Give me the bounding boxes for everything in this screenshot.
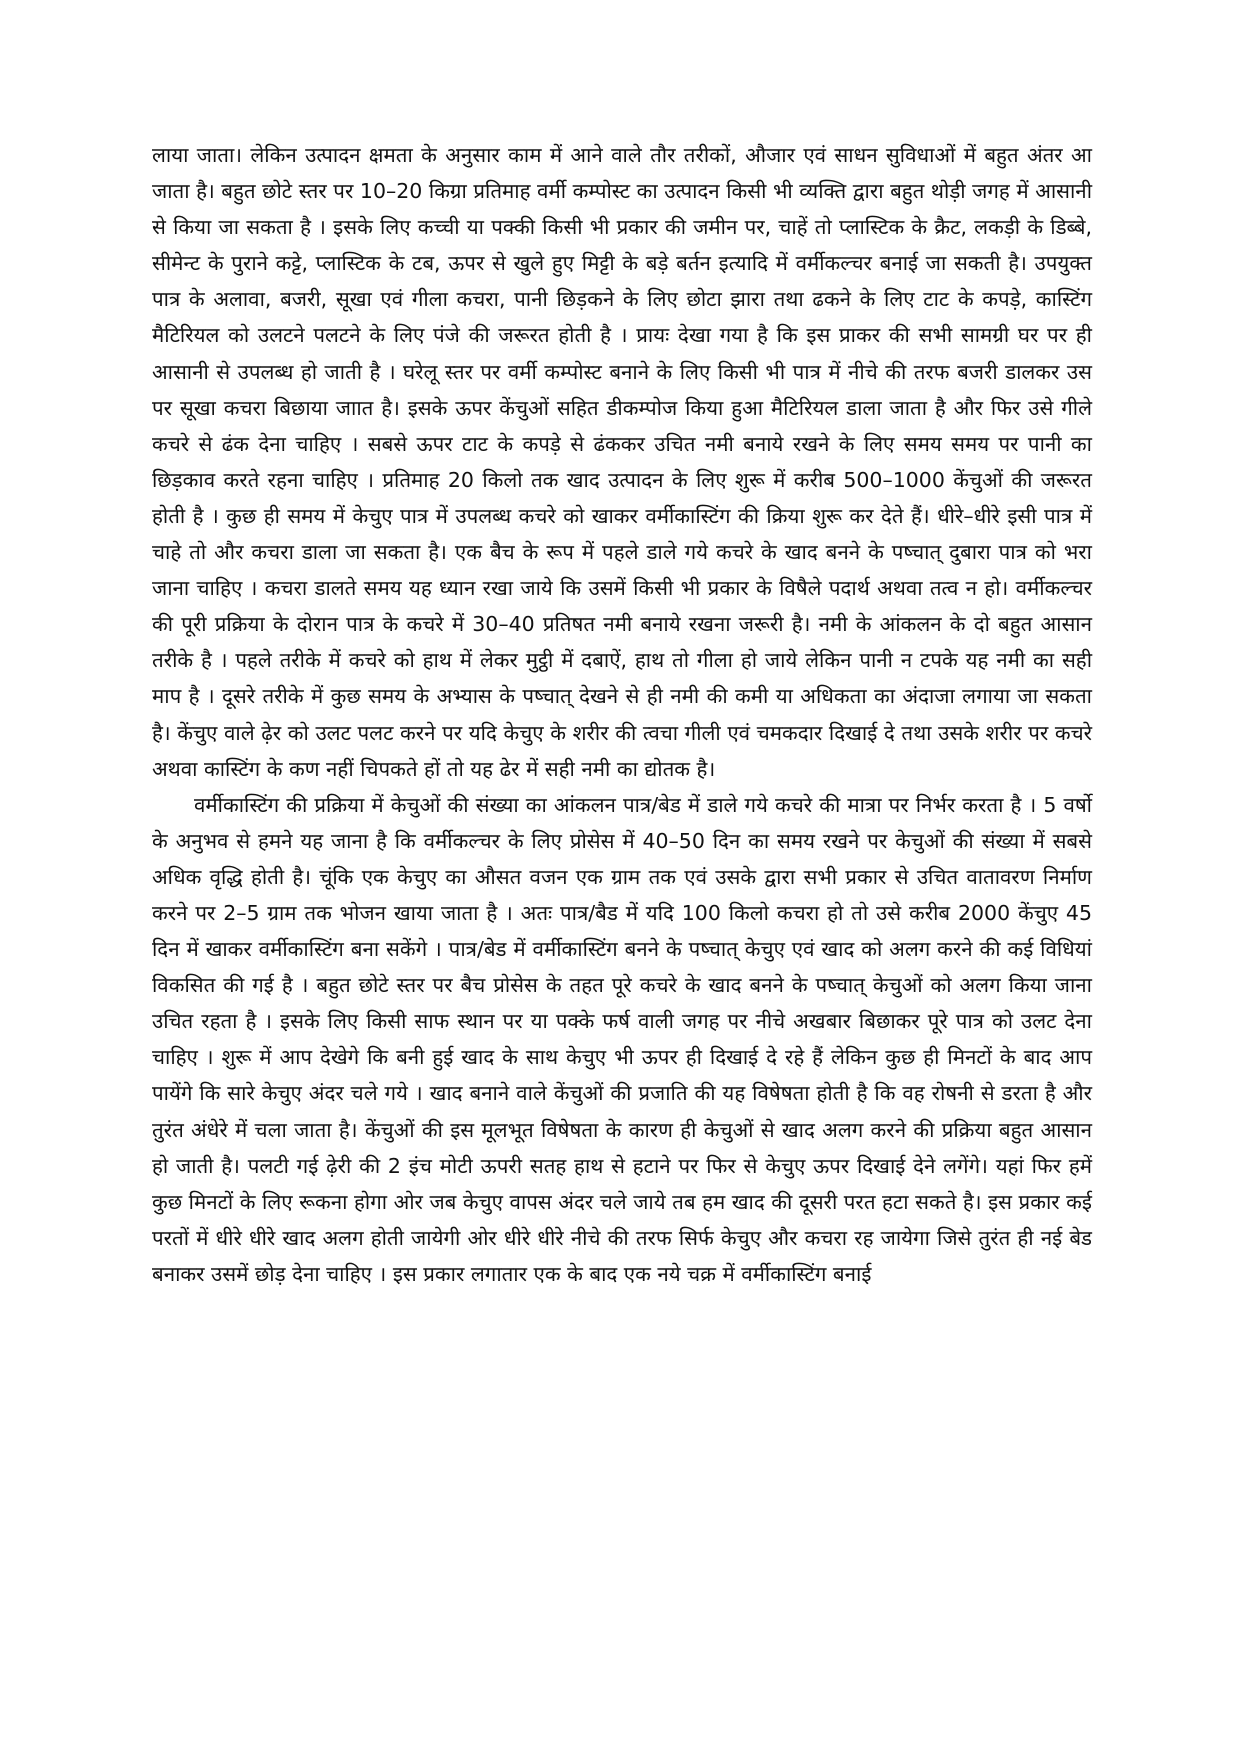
paragraph-1: लाया जाता। लेकिन उत्पादन क्षमता के अनुसार काम में आने वाले तौर तरीकों, औजार एवं साधन सुविधाओं में बहुत अंतर आ जाता है। बहुत छोटे स्तर पर 10–20 किग्रा प्रतिमाह वर्मी कम्पोस्ट का उत्पादन किसी भी व्यक्ति द्वारा बहुत थोड़ी जगह में आसानी से किया जा सकता है । इसके लिए कच्ची या पक्की किसी भी प्रकार की जमीन पर, चाहें तो प्लास्टिक के क्रैट, लकड़ी के डिब्बे, सीमेन्ट के पुराने कट्टे, प्लास्टिक के टब, ऊपर से खुले हुए मिट्टी के बड़े बर्तन इत्यादि में वर्मीकल्चर बनाई जा सकती है। उपयुक्त पात्र के अलावा, बजरी, सूखा एवं गीला कचरा, पानी छिड़कने के लिए छोटा झारा तथा ढकने के लिए टाट के कपड़े, कास्टिंग मैटिरियल को उलटने पलटने के लिए पंजे की जरूरत होती है । प्रायः देखा गया है कि इस प्राकर की सभी सामग्री घर पर ही आसानी से उपलब्ध हो जाती है । घरेलू स्तर पर वर्मी कम्पोस्ट बनाने के लिए किसी भी पात्र में नीचे की तरफ बजरी डालकर उस पर सूखा कचरा बिछाया जाात है। इसके ऊपर केंचुओं सहित डीकम्पोज किया हुआ मैटिरियल डाला जाता है और फिर उसे गीले कचरे से ढंक देना चाहिए । सबसे ऊपर टाट के कपड़े से ढंककर उचित नमी बनाये रखने के लिए समय समय पर पानी का छिड़काव करते रहना चाहिए । प्रतिमाह 20 किलो तक खाद उत्पादन के लिए शुरू में करीब 500–1000 केंचुओं की जरूरत होती है । कुछ ही समय में केचुए पात्र में उपलब्ध कचरे को खाकर वर्मीकास्टिंग की क्रिया शुरू कर देते हैं। धीरे–धीरे इसी पात्र में चाहे तो और कचरा डाला जा सकता है। एक बैच के रूप में पहले डाले गये कचरे के खाद बनने के पष्चात् दुबारा पात्र को भरा जाना चाहिए । कचरा डालते समय यह ध्यान रखा जाये कि उसमें किसी भी प्रकार के विषैले पदार्थ अथवा तत्व न हो। वर्मीकल्चर की पूरी प्रक्रिया के दोरान पात्र के कचरे में 30–40 प्रतिषत नमी बनाये रखना जरूरी है। नमी के आंकलन के दो बहुत आसान तरीके है । पहले तरीके में कचरे को हाथ में लेकर मुट्ठी में दबाऐं, हाथ तो गीला हो जाये लेकिन पानी न टपके यह नमी का सही माप है । दूसरे तरीके में कुछ समय के अभ्यास के पष्चात् देखने से ही नमी की कमी या अधिकता का अंदाजा लगाया जा सकता है। केंचुए वाले ढ़ेर को उलट पलट करने पर यदि केचुए के शरीर की त्वचा गीली एवं चमकदार दिखाई दे तथा उसके शरीर पर कचरे अथवा कास्टिंग के कण नहीं चिपकते हों तो यह ढेर में सही नमी का द्योतक है। [152, 143, 1092, 781]
body-text [152, 137, 1092, 1292]
paragraph-2: वर्मीकास्टिंग की प्रक्रिया में केचुओं की संख्या का आंकलन पात्र/बेड में डाले गये कचरे की मात्रा पर निर्भर करता है । 5 वर्षो के अनुभव से हमने यह जाना है कि वर्मीकल्चर के लिए प्रोसेस में 40–50 दिन का समय रखने पर केचुओं की संख्या में सबसे अधिक वृद्धि होती है। चूंकि एक केचुए का औसत वजन एक ग्राम तक एवं उसके द्वारा सभी प्रकार से उचित वातावरण निर्माण करने पर 2–5 ग्राम तक भोजन खाया जाता है । अतः पात्र/बैड में यदि 100 किलो कचरा हो तो उसे करीब 2000 केंचुए 45 दिन में खाकर वर्मीकास्टिंग बना सकेंगे । पात्र/बेड में वर्मीकास्टिंग बनने के पष्चात् केचुए एवं खाद को अलग करने की कई विधियां विकसित की गई है । बहुत छोटे स्तर पर बैच प्रोसेस के तहत पूरे कचरे के खाद बनने के पष्चात् केचुओं को अलग किया जाना उचित रहता है । इसके लिए किसी साफ स्थान पर या पक्के फर्ष वाली जगह पर नीचे अखबार बिछाकर पूरे पात्र को उलट देना चाहिए । शुरू में आप देखेगे कि बनी हुई खाद के साथ केचुए भी ऊपर ही दिखाई दे रहे हैं लेकिन कुछ ही मिनटों के बाद आप पायेंगे कि सारे केचुए अंदर चले गये । खाद बनाने वाले केंचुओं की प्रजाति की यह विषेषता होती है कि वह रोषनी से डरता है और तुरंत अंधेरे में चला जाता है। केंचुओं की इस मूलभूत विषेषता के कारण ही केचुओं से खाद अलग करने की प्रक्रिया बहुत आसान हो जाती है। पलटी गई ढ़ेरी की 2 इंच मोटी ऊपरी सतह हाथ से हटाने पर फिर से केचुए ऊपर दिखाई देने लगेंगे। यहां फिर हमें कुछ मिनटों के लिए रूकना होगा ओर जब केचुए वापस अंदर चले जाये तब हम खाद की दूसरी परत हटा सकते है। इस प्रकार कई परतों में धीरे धीरे खाद अलग होती जायेगी ओर धीरे धीरे नीचे की तरफ सिर्फ केचुए और कचरा रह जायेगा जिसे तुरंत ही नई बेड बनाकर उसमें छोड़ देना चाहिए । इस प्रकार लगातार एक के बाद एक नये चक्र में वर्मीकास्टिंग बनाई [152, 792, 1092, 1286]
